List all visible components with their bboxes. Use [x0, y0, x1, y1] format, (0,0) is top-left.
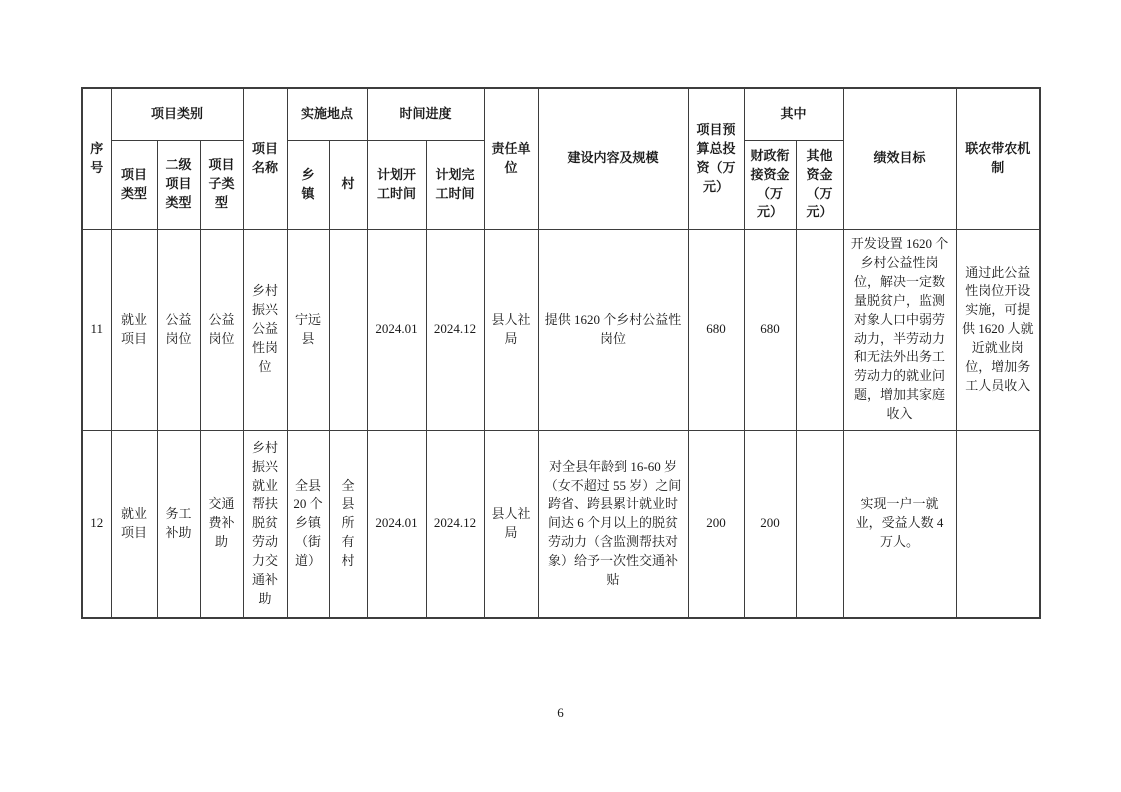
- cell-project-type: 就业项目: [111, 430, 157, 618]
- header-fiscal-funds: 财政衔接资金（万元）: [744, 140, 796, 229]
- cell-farmer-linkage: 通过此公益性岗位开设实施，可提供 1620 人就近就业岗位，增加务工人员收入: [956, 229, 1040, 430]
- header-row-1: [82, 88, 1040, 140]
- table-row-12: [82, 430, 1040, 618]
- header-responsible-unit: 责任单位: [484, 88, 538, 229]
- page-number: 6: [557, 705, 564, 720]
- cell-performance-target: 开发设置 1620 个乡村公益性岗位，解决一定数量脱贫户，监测对象人口中弱劳动力，半劳动力和无法外出务工劳动力的就业问题，增加其家庭收入: [843, 229, 956, 430]
- header-planned-finish: 计划完工时间: [426, 140, 484, 229]
- header-secondary-type: 二级项目类型: [157, 140, 200, 229]
- header-sub-type: 项目子类型: [200, 140, 243, 229]
- header-schedule-group: 时间进度: [367, 88, 484, 140]
- cell-project-type: 就业项目: [111, 229, 157, 430]
- project-plan-table: [81, 87, 1041, 619]
- cell-construction-content: 提供 1620 个乡村公益性岗位: [538, 229, 688, 430]
- cell-sub-type: 公益岗位: [200, 229, 243, 430]
- header-village: 村: [329, 140, 367, 229]
- header-serial: 序号: [82, 88, 111, 229]
- cell-planned-finish: 2024.12: [426, 430, 484, 618]
- cell-secondary-type: 公益岗位: [157, 229, 200, 430]
- cell-construction-content: 对全县年龄到 16-60 岁（女不超过 55 岁）之间跨省、跨县累计就业时间达 6 个月以上的脱贫劳动力（含监测帮扶对象）给予一次性交通补贴: [538, 430, 688, 618]
- cell-project-name: 乡村振兴公益性岗位: [243, 229, 287, 430]
- cell-performance-target: 实现一户一就业，受益人数 4 万人。: [843, 430, 956, 618]
- cell-other-funds: [796, 430, 843, 618]
- cell-township: 全县 20 个乡镇（街道）: [287, 430, 329, 618]
- header-of-which: 其中: [744, 88, 843, 140]
- cell-secondary-type: 务工补助: [157, 430, 200, 618]
- cell-project-name: 乡村振兴就业帮扶脱贫劳动力交通补助: [243, 430, 287, 618]
- header-other-funds: 其他资金（万元）: [796, 140, 843, 229]
- cell-village: 全县所有村: [329, 430, 367, 618]
- cell-total-budget: 680: [688, 229, 744, 430]
- cell-responsible-unit: 县人社局: [484, 229, 538, 430]
- cell-total-budget: 200: [688, 430, 744, 618]
- header-location-group: 实施地点: [287, 88, 367, 140]
- header-planned-start: 计划开工时间: [367, 140, 426, 229]
- cell-responsible-unit: 县人社局: [484, 430, 538, 618]
- cell-fiscal-funds: 680: [744, 229, 796, 430]
- cell-other-funds: [796, 229, 843, 430]
- header-farmer-linkage: 联农带农机制: [956, 88, 1040, 229]
- cell-township: 宁远县: [287, 229, 329, 430]
- header-township: 乡镇: [287, 140, 329, 229]
- cell-farmer-linkage: [956, 430, 1040, 618]
- cell-fiscal-funds: 200: [744, 430, 796, 618]
- header-performance-target: 绩效目标: [843, 88, 956, 229]
- cell-sub-type: 交通费补助: [200, 430, 243, 618]
- header-construction-content: 建设内容及规模: [538, 88, 688, 229]
- cell-serial: 11: [82, 229, 111, 430]
- cell-planned-start: 2024.01: [367, 430, 426, 618]
- header-category-group: 项目类别: [111, 88, 243, 140]
- header-project-type: 项目类型: [111, 140, 157, 229]
- cell-planned-finish: 2024.12: [426, 229, 484, 430]
- header-project-name: 项目名称: [243, 88, 287, 229]
- table-row-11: [82, 229, 1040, 430]
- cell-village: [329, 229, 367, 430]
- header-total-budget: 项目预算总投资（万元）: [688, 88, 744, 229]
- cell-planned-start: 2024.01: [367, 229, 426, 430]
- cell-serial: 12: [82, 430, 111, 618]
